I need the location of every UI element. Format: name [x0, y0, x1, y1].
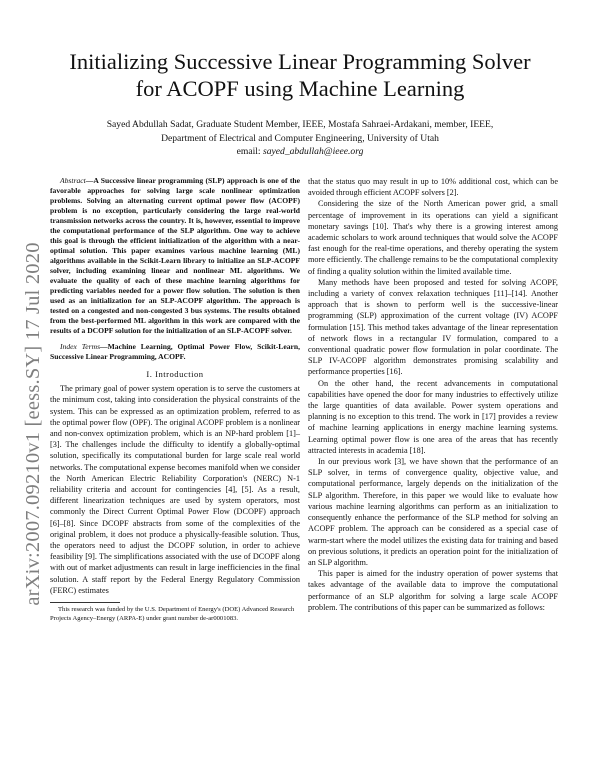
left-column [50, 176, 300, 623]
section-heading-introduction: I. Introduction [146, 369, 204, 379]
author-block [30, 118, 570, 159]
paragraph: In our previous work [3], we have shown that the performance of an SLP solver, in terms of convergence quality, objective value, and computational performance, largely depends on the initialization of the SLP algorithm. Therefore, in this paper we would like to evaluate how various machine learning algorithms can perform as an initialization to consequently enhance the performance of the SLP method for solving an ACOPF problem. The approach can be considered as a special case of warm-start where the model utilizes the existing data for training and based on previous solutions, it predicts an operation point for the initialization of an SLP algorithm. [308, 457, 558, 567]
paragraph: Considering the size of the North American power grid, a small percentage of improvement in its operations can yield a significant monetary savings [10]. That's why there is a growing interest among academic scholars to work around techniques that would solve the ACOPF fast enough for the real-time operations, and thereby operating the system more efficiently. The challenge remains to be the computational complexity of finding a quality solution within the limited available time. [308, 199, 558, 276]
abstract-text: —A Successive linear programming (SLP) approach is one of the favorable approaches for solving large scale nonlinear optimization problems. Solving an alternating current optimal power flow (ACOPF) problem is no exception, particularly considering the large real-world transmission networks across the country. It is, however, essential to improve the computational performance of the SLP algorithm. One way to achieve this goal is through the efficient initialization of the algorithm with a near-optimal solution. This paper examines various machine learning (ML) algorithms available in the Scikit-Learn library to initialize an SLP-ACOPF solver, including examining linear and nonlinear ML algorithms. We evaluate the quality of each of these machine learning algorithms for predicting variables needed for a power flow solution. The solution is then used as an initialization for an SLP-ACOPF algorithm. The approach is tested on a congested and non-congested 3 bus systems. The results obtained from the best-performed ML algorithm in this work are compared with the results of a DCOPF solution for the initialization of an SLP-ACOPF solver. [50, 176, 300, 335]
paragraph: that the status quo may result in up to 10% additional cost, which can be avoided through efficient ACOPF solvers [2]. [308, 177, 558, 198]
index-terms [50, 342, 300, 362]
email-line [30, 145, 570, 159]
email-label: email: [236, 146, 261, 157]
paper-title [40, 48, 560, 102]
title-line-2: for ACOPF using Machine Learning [135, 76, 465, 101]
footnote [50, 606, 300, 623]
paragraph: Many methods have been proposed and tested for solving ACOPF, including a variety of convex relaxation techniques [11]–[14]. Another approach that is shown to perform well is the successive-linear programming (SLP) approximation of the current voltage (IV) ACOPF formulation [15]. This method takes advantage of the linear representation of network flows in a rectangular IV formulation, compared to a conventional quadratic power flow formulation in polar coordinate. The SLP IV-ACOPF algorithm demonstrates promising scalability and performance properties [16]. [308, 277, 558, 377]
email-address: sayed_abdullah@ieee.org [263, 146, 364, 157]
paragraph: This paper is aimed for the industry operation of power systems that takes advantage of the available data to improve the computational performance of an SLP algorithm for solving a large scale ACOPF problem. The contributions of this paper can be summarized as follows: [308, 569, 558, 612]
footnote-rule [50, 602, 120, 603]
abstract [50, 176, 300, 336]
index-terms-label: Index Terms [60, 342, 101, 351]
index-terms-text: —Machine Learning, Optimal Power Flow, Scikit-Learn, Successive Linear Programming, ACOPF. [50, 342, 300, 361]
abstract-label: Abstract [60, 176, 86, 185]
arxiv-stamp: arXiv:2007.09210v1 [eess.SY] 17 Jul 2020 [22, 242, 44, 606]
paragraph: The primary goal of power system operation is to serve the customers at the minimum cost, taking into consideration the physical constraints of the system. This can be expressed as an optimization problem, referred to as the optimal power flow (OPF). The original ACOPF problem is a nonlinear and non-convex optimization problem, which is an NP-hard problem [1]–[3]. The challenges include the difficulty to identify a globally-optimal solution, specifically its computational burden for large scale real world networks. The computational expense becomes manifold when we consider the North American Electric Reliability Corporation's (NERC) N-1 reliability criteria and account for contingencies [4], [5]. As a result, different linearization techniques are used by system operators, most commonly the Direct Current Optimal Power Flow (DCOPF) approach [6]–[8]. Since DCOPF abstracts from some of the complexities of the original problem, it does not produce a physically-feasible solution. Thus, the operators need to adjust the DCOPF solution, in order to achieve feasibility [9]. The simplifications associated with the use of DCOPF along with out of market adjustments can result in large inefficiencies in the final solution. A staff report by the Federal Energy Regulatory Commission (FERC) estimates [50, 384, 300, 595]
paragraph: On the other hand, the recent advancements in computational capabilities have opened the door for many industries to effectively utilize the large quantities of data available. Power system operations and planning is no exception to this trend. The work in [17] provides a review of machine learning applications in energy machine learning systems. Learning optimal power flow is one area of the areas that has recently attracted interests in academia [18]. [308, 378, 558, 455]
authors-line: Sayed Abdullah Sadat, Graduate Student Member, IEEE, Mostafa Sahraei-Ardakani, member, IEEE, [106, 119, 494, 130]
affiliation-line: Department of Electrical and Computer Engineering, University of Utah [161, 132, 439, 144]
title-line-1: Initializing Successive Linear Programming Solver [69, 49, 531, 74]
right-column [308, 176, 558, 613]
footnote-text: This research was funded by the U.S. Department of Energy's (DOE) Advanced Research Projects Agency–Energy (ARPA-E) under grant number de-ar0001083. [50, 606, 295, 622]
